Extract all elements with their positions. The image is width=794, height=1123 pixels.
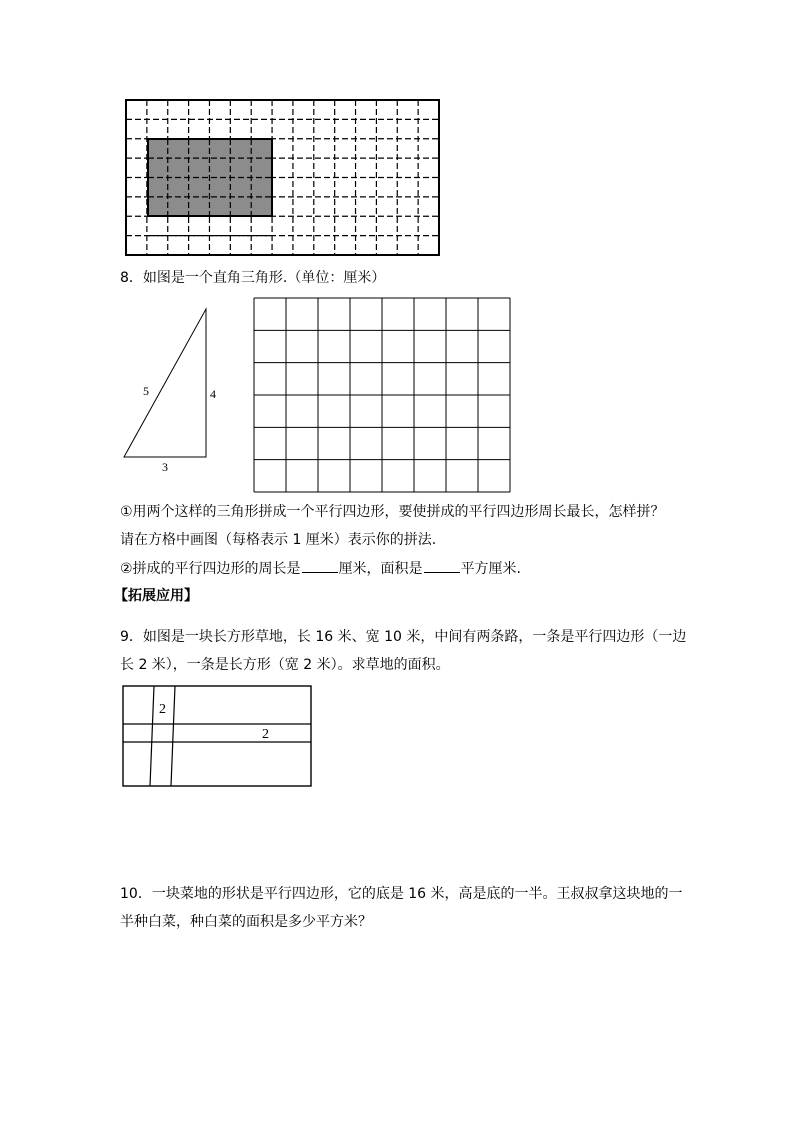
question-9-line1: 9．如图是一块长方形草地，长 16 米、宽 10 米，中间有两条路，一条是平行四边形（一边 — [120, 629, 687, 645]
square-grid-lines — [254, 298, 510, 492]
triangle-base-label: 3 — [162, 460, 168, 474]
triangle-hypotenuse-label: 5 — [143, 384, 149, 398]
question-8-title: 8．如图是一个直角三角形.（单位：厘米） — [120, 270, 386, 286]
vertical-road-width-label: 2 — [159, 702, 166, 717]
question-9-line2: 长 2 米），一条是长方形（宽 2 米）。求草地的面积。 — [120, 657, 450, 673]
part2-text-c: 平方厘米. — [460, 561, 522, 577]
lawn-figure — [121, 684, 315, 790]
part2-text-a: ②拼成的平行四边形的周长是 — [120, 561, 301, 577]
question-8-part1-line2: 请在方格中画图（每格表示 1 厘米）表示你的拼法. — [120, 532, 437, 548]
question-8-part1-line1: ①用两个这样的三角形拼成一个平行四边形，要使拼成的平行四边形周长最长，怎样拼？ — [120, 504, 665, 520]
perimeter-answer-blank[interactable] — [302, 558, 338, 573]
question-8-part2 — [120, 558, 521, 579]
parallelogram-road-right-edge — [171, 686, 175, 786]
right-triangle — [124, 309, 206, 457]
right-triangle-figure — [118, 305, 228, 475]
parallelogram-road-left-edge — [150, 686, 154, 786]
part2-text-b: 厘米，面积是 — [338, 561, 423, 577]
triangle-vertical-label: 4 — [210, 387, 216, 401]
question-10-line1: 10．一块菜地的形状是平行四边形，它的底是 16 米，高是底的一半。王叔叔拿这块地的一 — [120, 886, 683, 902]
section-title: 【拓展应用】 — [114, 588, 198, 604]
dashed-grid-figure — [124, 98, 442, 258]
horizontal-road-width-label: 2 — [262, 727, 269, 742]
question-10-line2: 半种白菜，种白菜的面积是多少平方米？ — [120, 914, 372, 930]
square-grid-figure — [253, 297, 513, 494]
area-answer-blank[interactable] — [424, 558, 460, 573]
